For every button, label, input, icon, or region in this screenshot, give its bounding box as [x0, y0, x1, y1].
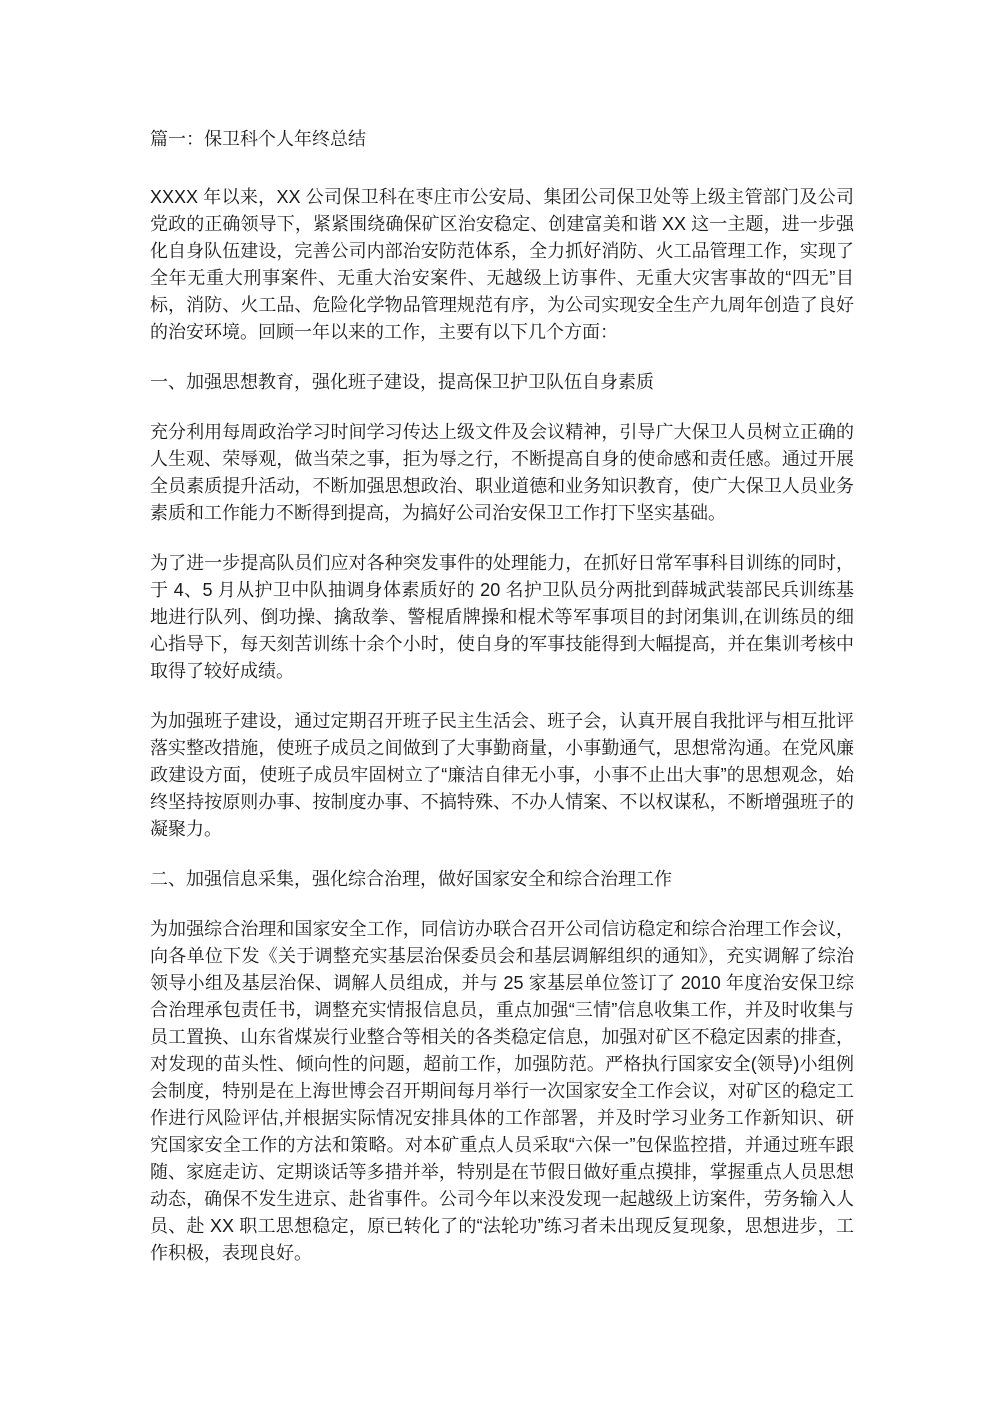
section-heading-1: 一、加强思想教育，强化班子建设，提高保卫护卫队伍自身素质	[150, 372, 654, 392]
section-heading-2: 二、加强信息采集，强化综合治理，做好国家安全和综合治理工作	[150, 869, 672, 889]
paragraph-overview: XXXX 年以来，XX 公司保卫科在枣庄市公安局、集团公司保卫处等上级主管部门及公司党政的正确领导下，紧紧围绕确保矿区治安稳定、创建富美和谐 XX 这一主题，进一步强化自身队伍建设，完善公司内部治安防范体系，全力抓好消防、火工品管理工作，实现了全年无重大刑事案件、无重大治安案件、无越级上访事件、无重大灾害事故的“四无”目标，消防、火工品、危险化学物品管理规范有序，为公司实现安全生产九周年创造了良好的治安环境。回顾一年以来的工作，主要有以下几个方面：	[150, 187, 854, 342]
paragraph-team-building: 为加强班子建设，通过定期召开班子民主生活会、班子会，认真开展自我批评与相互批评落实整改措施，使班子成员之间做到了大事勤商量，小事勤通气，思想常沟通。在党风廉政建设方面，使班子成员牢固树立了“廉洁自律无小事，小事不止出大事”的思想观念，始终坚持按原则办事、按制度办事、不搞特殊、不办人情案、不以权谋私，不断增强班子的凝聚力。	[150, 711, 854, 839]
paragraph-military-training: 为了进一步提高队员们应对各种突发事件的处理能力，在抓好日常军事科目训练的同时，于 4、5 月从护卫中队抽调身体素质好的 20 名护卫队员分两批到薛城武装部民兵训练基地进行队列、倒功操、擒敌拳、警棍盾牌操和棍术等军事项目的封闭集训,在训练员的细心指导下，每天刻苦训练十余个小时，使自身的军事技能得到大幅提高，并在集训考核中取得了较好成绩。	[150, 553, 854, 681]
document-title: 篇一：保卫科个人年终总结	[150, 129, 366, 149]
paragraph-ideology-education: 充分利用每周政治学习时间学习传达上级文件及会议精神，引导广大保卫人员树立正确的人生观、荣辱观，做当荣之事，拒为辱之行，不断提高自身的使命感和责任感。通过开展全员素质提升活动，不断加强思想政治、职业道德和业务知识教育，使广大保卫人员业务素质和工作能力不断得到提高，为搞好公司治安保卫工作打下坚实基础。	[150, 422, 854, 523]
paragraph-comprehensive-governance: 为加强综合治理和国家安全工作，同信访办联合召开公司信访稳定和综合治理工作会议，向各单位下发《关于调整充实基层治保委员会和基层调解组织的通知》，充实调解了综治领导小组及基层治保、调解人员组成，并与 25 家基层单位签订了 2010 年度治安保卫综合治理承包责任书，调整充实情报信息员，重点加强“三情”信息收集工作，并及时收集与员工置换、山东省煤炭行业整合等相关的各类稳定信息，加强对矿区不稳定因素的排查，对发现的苗头性、倾向性的问题，超前工作，加强防范。严格执行国家安全(领导)小组例会制度，特别是在上海世博会召开期间每月举行一次国家安全工作会议，对矿区的稳定工作进行风险评估,并根据实际情况安排具体的工作部署，并及时学习业务工作新知识、研究国家安全工作的方法和策略。对本矿重点人员采取“六保一”包保监控措，并通过班车跟随、家庭走访、定期谈话等多措并举，特别是在节假日做好重点摸排，掌握重点人员思想动态，确保不发生进京、赴省事件。公司今年以来没发现一起越级上访案件，劳务输入人员、赴 XX 职工思想稳定，原已转化了的“法轮功”练习者未出现反复现象，思想进步，工作积极，表现良好。	[150, 919, 854, 1263]
